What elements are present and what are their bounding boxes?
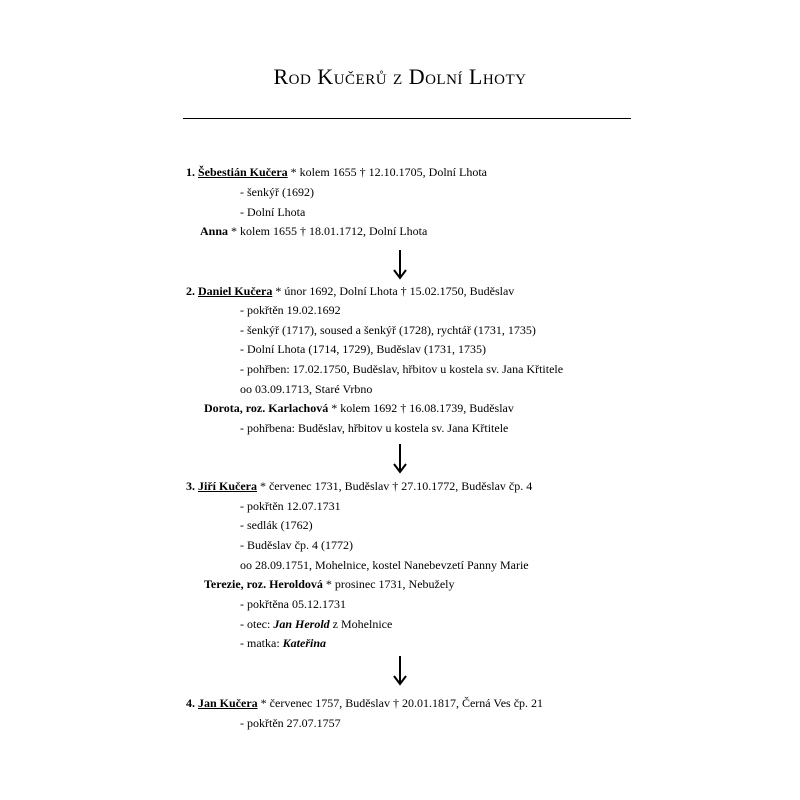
down-arrow-icon: [392, 656, 408, 686]
gen4-header: [186, 696, 543, 710]
gen3-father-label: - otec:: [240, 617, 274, 631]
gen2-dates: * únor 1692, Dolní Lhota † 15.02.1750, Buděslav: [272, 284, 515, 298]
gen3-detail: - pokřtěn 12.07.1731: [240, 499, 341, 513]
gen2-spouse-dates: * kolem 1692 † 16.08.1739, Buděslav: [328, 401, 514, 415]
gen2-number: 2.: [186, 284, 195, 298]
gen2-spouse: [204, 401, 514, 415]
down-arrow-icon: [392, 444, 408, 474]
gen1-spouse-dates: * kolem 1655 † 18.01.1712, Dolní Lhota: [228, 224, 428, 238]
gen3-number: 3.: [186, 479, 195, 493]
gen1-dates: * kolem 1655 † 12.10.1705, Dolní Lhota: [287, 165, 487, 179]
gen3-father-suffix: z Mohelnice: [329, 617, 393, 631]
gen3-mother-label: - matka:: [240, 636, 283, 650]
down-arrow-icon: [392, 250, 408, 280]
gen3-detail: - Buděslav čp. 4 (1772): [240, 538, 353, 552]
gen3-header: [186, 479, 532, 493]
gen3-name: Jiří Kučera: [198, 479, 257, 493]
gen2-marriage: oo 03.09.1713, Staré Vrbno: [240, 382, 373, 396]
gen3-spouse-detail: - pokřtěna 05.12.1731: [240, 597, 346, 611]
gen4-name: Jan Kučera: [198, 696, 258, 710]
gen3-spouse: [204, 577, 455, 591]
gen3-mother: [240, 636, 326, 650]
gen2-header: [186, 284, 514, 298]
gen1-spouse-name: Anna: [200, 224, 229, 238]
gen2-detail: - Dolní Lhota (1714, 1729), Buděslav (1731, 1735): [240, 342, 486, 356]
gen1-number: 1.: [186, 165, 195, 179]
gen2-detail: - šenkýř (1717), soused a šenkýř (1728), rychtář (1731, 1735): [240, 323, 536, 337]
gen2-spouse-name: Dorota, roz. Karlachová: [204, 401, 329, 415]
gen3-spouse-name: Terezie, roz. Heroldová: [204, 577, 323, 591]
gen3-dates: * červenec 1731, Buděslav † 27.10.1772, Buděslav čp. 4: [256, 479, 533, 493]
gen2-detail: - pokřtěn 19.02.1692: [240, 303, 341, 317]
gen1-header: [186, 165, 487, 179]
gen2-spouse-detail: - pohřbena: Buděslav, hřbitov u kostela sv. Jana Křtitele: [240, 421, 509, 435]
page-title: Rod Kučerů z Dolní Lhoty: [273, 64, 527, 89]
gen3-marriage: oo 28.09.1751, Mohelnice, kostel Nanebevzetí Panny Marie: [240, 558, 529, 572]
gen2-detail: - pohřben: 17.02.1750, Buděslav, hřbitov u kostela sv. Jana Křtitele: [240, 362, 564, 376]
gen3-spouse-dates: * prosinec 1731, Nebužely: [322, 577, 455, 591]
title-divider: [183, 118, 631, 119]
gen3-mother-name: Kateřina: [282, 636, 326, 650]
gen4-dates: * červenec 1757, Buděslav † 20.01.1817, Černá Ves čp. 21: [257, 696, 544, 710]
gen4-number: 4.: [186, 696, 195, 710]
gen3-detail: - sedlák (1762): [240, 518, 313, 532]
gen1-detail: - Dolní Lhota: [240, 205, 306, 219]
gen3-father-name: Jan Herold: [273, 617, 330, 631]
gen1-name: Šebestián Kučera: [198, 165, 288, 179]
gen1-spouse: [200, 224, 427, 238]
gen2-name: Daniel Kučera: [198, 284, 273, 298]
gen3-father: [240, 617, 392, 631]
gen1-detail: - šenkýř (1692): [240, 185, 314, 199]
gen4-detail: - pokřtěn 27.07.1757: [240, 716, 341, 730]
